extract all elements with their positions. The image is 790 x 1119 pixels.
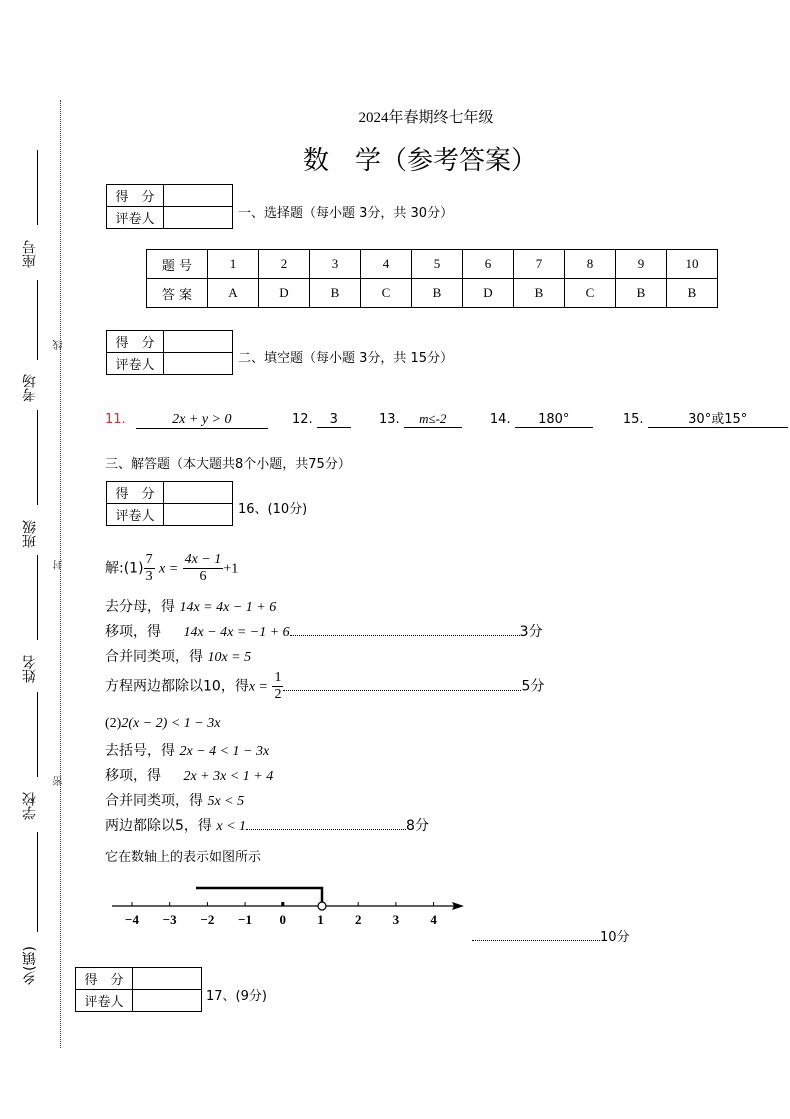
score-cell [164,482,233,504]
number-line-tick-label: 2 [354,912,362,927]
solution-line-8 [105,765,273,785]
section2-title: 二、填空题（每小题 3分，共 15分） [238,351,454,366]
score-note: 5分 [521,678,545,695]
answer-cell: A [208,279,259,308]
score-label: 得 分 [76,968,133,990]
math-expression: x < 1 [216,819,247,834]
score-note: 8分 [406,818,429,834]
answer-cell: D [463,279,514,308]
step-text: 移项，得 [105,624,161,640]
fill-in-answers [105,408,788,429]
score-label: 得 分 [107,482,164,504]
math-expression: 2x + 3x < 1 + 4 [183,769,274,784]
item-11-answer: 2x + y > 0 [136,412,268,429]
margin-label-town: 乡(镇) [22,946,38,985]
final-score-line [472,926,630,945]
math-expression: 2x − 4 < 1 − 3x [179,744,270,759]
step-text: 去括号，得 [105,743,175,759]
question-number: 7 [514,250,565,279]
margin-label-class: 班级 [22,520,38,548]
fraction [272,670,283,703]
margin-line [37,410,38,505]
question-number: 2 [259,250,310,279]
fraction-denominator: 6 [199,569,207,584]
item-14-number: 14. [489,412,511,427]
answer-cell: B [514,279,565,308]
number-line-tick-label: −3 [162,912,177,927]
margin-mark-secret: 密 [54,776,65,786]
math-expression: 10x = 5 [207,650,252,665]
margin-label-exam-room: 考场 [22,374,38,402]
score-cell [133,968,202,990]
grader-cell [164,504,233,526]
item-11-number: 11. [105,412,126,427]
question-number: 9 [616,250,667,279]
solution-line-6 [105,715,220,732]
number-line-tick-label: −1 [238,912,253,927]
grader-label: 评卷人 [107,207,164,229]
step-text: 方程两边都除以10，得 [105,678,249,695]
fraction-numerator: 4x − 1 [184,552,222,567]
fraction-numerator: 1 [274,670,282,685]
item-13-number: 13. [378,412,400,427]
margin-label-seat: 座号 [22,240,38,268]
fraction-denominator: 2 [274,687,282,702]
grader-label: 评卷人 [76,990,133,1012]
fraction [144,552,155,585]
item-15-answer: 30°或15° [648,408,788,428]
grader-cell [133,990,202,1012]
item-14-answer: 180° [515,412,593,428]
solution-line-5 [105,670,544,703]
number-line-tick-label: −2 [200,912,215,927]
solution-line-1 [105,552,238,585]
answer-cell: C [565,279,616,308]
math-expression: 14x − 4x = −1 + 6 [183,625,290,640]
math-expression: 14x = 4x − 1 + 6 [179,600,277,615]
fraction-denominator: 3 [145,569,153,584]
score-note: 10分 [600,930,630,945]
solution-line-11: 它在数轴上的表示如图所示 [105,850,262,865]
math-expression: +1 [223,561,239,577]
margin-line [37,555,38,640]
answer-table-header-row [147,250,718,279]
q17-label: 17、(9分) [206,989,267,1004]
fraction-numerator: 7 [145,552,153,567]
subject-title: 数 学（参考答案） [302,146,537,176]
score-box-3 [106,481,233,526]
answer-table-row2-header: 答 案 [147,279,208,308]
answer-cell: B [310,279,361,308]
solution-line-10 [105,815,429,835]
answer-cell: B [616,279,667,308]
answer-cell: D [259,279,310,308]
dotted-leader [472,940,600,941]
grader-label: 评卷人 [107,353,164,375]
grader-label: 评卷人 [107,504,164,526]
step-text: 合并同类项，得 [105,649,203,665]
grader-cell [164,353,233,375]
solution-line-9 [105,790,244,810]
question-number: 1 [208,250,259,279]
solution-ray [196,888,322,902]
step-text: 合并同类项，得 [105,793,203,809]
item-13-answer: m≤-2 [404,411,462,428]
margin-label-name: 姓名 [22,655,38,683]
question-number: 4 [361,250,412,279]
score-label: 得 分 [107,331,164,353]
solution-line-2 [105,596,276,616]
score-cell [164,185,233,207]
question-number: 5 [412,250,463,279]
fraction [183,552,224,585]
question-number: 10 [667,250,718,279]
question-number: 8 [565,250,616,279]
answer-cell: B [667,279,718,308]
solution-prefix: 解:(1) [105,560,144,577]
item-15-number: 15. [622,412,644,427]
item-12-number: 12. [291,412,313,427]
binding-dotted-line [60,100,61,1048]
score-box-1 [106,184,233,229]
score-box-2 [106,330,233,375]
solution-line-3 [105,621,543,641]
section1-title: 一、选择题（每小题 3分，共 30分） [238,206,454,221]
question-number: 3 [310,250,361,279]
number-line-tick-label: −4 [125,912,139,927]
margin-mark-seal: 封 [54,560,65,570]
step-text: (2) [105,716,122,731]
step-text: 两边都除以5，得 [105,818,212,834]
number-line-tick-label: 0 [279,912,287,927]
question-number: 6 [463,250,514,279]
number-line-tick-label: 1 [317,912,324,927]
answer-table [146,249,718,308]
dotted-leader [290,635,520,636]
solution-set-marker [196,888,326,910]
solution-line-7 [105,740,269,760]
margin-line [37,692,38,777]
exam-title: 2024年春期终七年级 [358,110,494,126]
math-expression: 2(x − 2) < 1 − 3x [121,716,221,731]
math-expression: 5x < 5 [207,794,245,809]
step-text: 去分母，得 [105,599,175,615]
item-12-answer: 3 [317,412,351,428]
score-note: 3分 [519,624,543,640]
answer-table-answer-row [147,279,718,308]
number-line-tick-label: 3 [392,912,400,927]
margin-label-school: 学校 [22,792,38,820]
solution-line-4 [105,646,251,666]
score-label: 得 分 [107,185,164,207]
number-line-figure [100,880,480,930]
margin-line [37,280,38,360]
open-point [318,902,326,910]
math-expression: x = [248,679,268,695]
score-box-4 [75,967,202,1012]
margin-line [37,832,38,932]
step-text: 移项，得 [105,768,161,784]
answer-table-row1-header: 题 号 [147,250,208,279]
section3-title: 三、解答题（本大题共8个小题，共75分） [105,457,351,472]
q16-label: 16、(10分) [238,502,308,517]
math-expression: x = [159,561,179,577]
answer-cell: B [412,279,463,308]
number-line-tick-label: 4 [430,912,437,927]
margin-mark-line: 线 [54,340,65,350]
dotted-leader [283,690,521,691]
dotted-leader [246,829,406,830]
score-cell [164,331,233,353]
answer-cell: C [361,279,412,308]
grader-cell [164,207,233,229]
